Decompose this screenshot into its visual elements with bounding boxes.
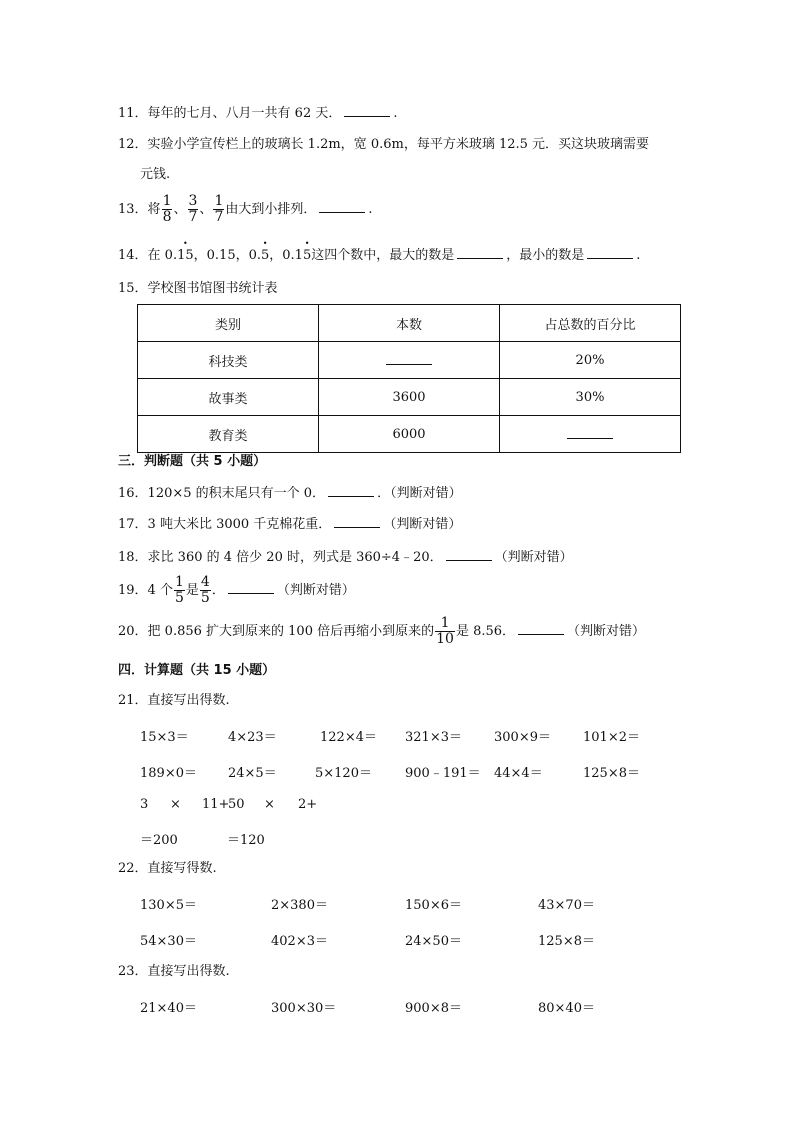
question-19: 19．4 个 $\frac{1}{5}$ 是 $\frac{4}{5}$ ． （判断对错） <box>118 574 355 606</box>
answer-blank[interactable] <box>344 104 390 117</box>
calc-item: 24×5＝ <box>228 766 277 781</box>
calc-item: × <box>170 797 181 812</box>
fraction-1-7: $\frac{1}{7}$ <box>214 193 224 225</box>
table-row <box>138 342 681 379</box>
question-number: 11． <box>118 106 148 121</box>
calc-item: 300×30＝ <box>271 1001 337 1016</box>
table-cell: 30% <box>500 379 681 416</box>
question-number: 14． <box>118 248 148 263</box>
section-heading-4: 四．计算题（共 15 小题） <box>118 663 276 678</box>
repeating-digits: • 15 <box>177 247 194 265</box>
answer-blank[interactable] <box>518 622 564 635</box>
calc-item: 900×8＝ <box>405 1001 462 1016</box>
calc-item: 24×50＝ <box>405 934 462 949</box>
question-14: 14．在 0.• 15，0.15，0.• 5，0.1• 5这四个数中，最大的数是 ，最小的数是 . <box>118 246 640 265</box>
calc-item: 402×3＝ <box>271 934 328 949</box>
question-12-continued: 元钱. <box>140 167 171 182</box>
calc-item: 2×380＝ <box>271 898 328 913</box>
repeating-digit: • 5 <box>261 247 269 265</box>
question-22: 22．直接写得数. <box>118 861 217 876</box>
table-cell: 故事类 <box>138 379 319 416</box>
question-13: 13．将 $\frac{1}{8}$ 、 $\frac{3}{7}$ 、 $\frac{1}{7}$ 由大到小排列． . <box>118 193 373 225</box>
calc-item: ＝120 <box>227 833 265 848</box>
calc-item: 15×3＝ <box>140 730 189 745</box>
question-number: 15． <box>118 281 148 296</box>
question-text: 实验小学宣传栏上的玻璃长 1.2m，宽 0.6m，每平方米玻璃 12.5 元．买这块玻璃需要 <box>147 137 650 152</box>
statistics-table <box>137 304 681 453</box>
answer-blank[interactable] <box>228 581 274 594</box>
table-row <box>138 379 681 416</box>
table-cell-blank[interactable] <box>319 342 500 379</box>
calc-item: 300×9＝ <box>494 730 551 745</box>
calc-item: 2+ <box>298 797 318 812</box>
question-number: 12． <box>118 137 148 152</box>
calc-item: 125×8＝ <box>538 934 595 949</box>
table-cell: 20% <box>500 342 681 379</box>
question-23: 23．直接写出得数. <box>118 964 230 979</box>
answer-blank[interactable] <box>446 548 492 561</box>
calc-item: 44×4＝ <box>494 766 543 781</box>
answer-blank[interactable] <box>386 352 432 365</box>
answer-blank[interactable] <box>328 484 374 497</box>
calc-item: 150×6＝ <box>405 898 462 913</box>
calc-item: × <box>264 797 275 812</box>
table-cell-blank[interactable] <box>500 416 681 453</box>
calc-item: 80×40＝ <box>538 1001 595 1016</box>
question-number: 13． <box>118 202 148 217</box>
calc-item: 5×120＝ <box>315 766 372 781</box>
table-header: 占总数的百分比 <box>500 305 681 342</box>
question-16: 16．120×5 的积末尾只有一个 0． ．（判断对错） <box>118 486 462 501</box>
fraction-1-10: $\frac{1}{10}$ <box>436 615 454 647</box>
table-cell: 科技类 <box>138 342 319 379</box>
answer-blank[interactable] <box>319 200 365 213</box>
calc-item: 50 <box>228 797 245 812</box>
table-header-row <box>138 305 681 342</box>
question-15 <box>118 280 278 298</box>
calc-item: ＝200 <box>140 833 178 848</box>
calc-item: 3 <box>140 797 149 812</box>
answer-blank[interactable] <box>334 515 380 528</box>
repeating-digit: • 5 <box>303 247 311 265</box>
answer-blank[interactable] <box>567 426 613 439</box>
table-header: 本数 <box>319 305 500 342</box>
table-title: 学校图书馆图书统计表 <box>147 281 278 296</box>
calc-item: 122×4＝ <box>320 730 377 745</box>
question-20: 20．把 0.856 扩大到原来的 100 倍后再缩小到原来的 $\frac{1}{10}$ 是 8.56． （判断对错） <box>118 615 646 647</box>
fraction-3-7: $\frac{3}{7}$ <box>188 193 198 225</box>
calc-item: 21×40＝ <box>140 1001 197 1016</box>
question-18: 18．求比 360 的 4 倍少 20 时，列式是 360÷4﹣20． （判断对错） <box>118 550 573 565</box>
question-12 <box>118 136 649 154</box>
calc-item: 11+ <box>202 797 230 812</box>
answer-blank-min[interactable] <box>587 246 633 259</box>
calc-item: 101×2＝ <box>583 730 640 745</box>
calc-item: 54×30＝ <box>140 934 197 949</box>
table-row <box>138 416 681 453</box>
question-11: 11．每年的七月、八月一共有 62 天． . <box>118 106 398 121</box>
section-heading-3: 三．判断题（共 5 小题） <box>118 454 267 469</box>
table-cell: 教育类 <box>138 416 319 453</box>
question-17: 17．3 吨大米比 3000 千克棉花重． （判断对错） <box>118 517 462 532</box>
calc-item: 189×0＝ <box>140 766 197 781</box>
table-cell: 3600 <box>319 379 500 416</box>
calc-item: 130×5＝ <box>140 898 197 913</box>
calc-item: 125×8＝ <box>583 766 640 781</box>
table-cell: 6000 <box>319 416 500 453</box>
fraction-1-5: $\frac{1}{5}$ <box>174 574 184 606</box>
fraction-1-8: $\frac{1}{8}$ <box>162 193 172 225</box>
fraction-4-5: $\frac{4}{5}$ <box>200 574 210 606</box>
answer-blank-max[interactable] <box>457 246 503 259</box>
question-text: 每年的七月、八月一共有 62 天． <box>147 106 342 121</box>
table-header: 类别 <box>138 305 319 342</box>
calc-item: 900﹣191＝ <box>405 766 481 781</box>
calc-item: 4×23＝ <box>228 730 277 745</box>
calc-item: 321×3＝ <box>405 730 462 745</box>
question-21: 21．直接写出得数. <box>118 693 230 708</box>
calc-item: 43×70＝ <box>538 898 595 913</box>
